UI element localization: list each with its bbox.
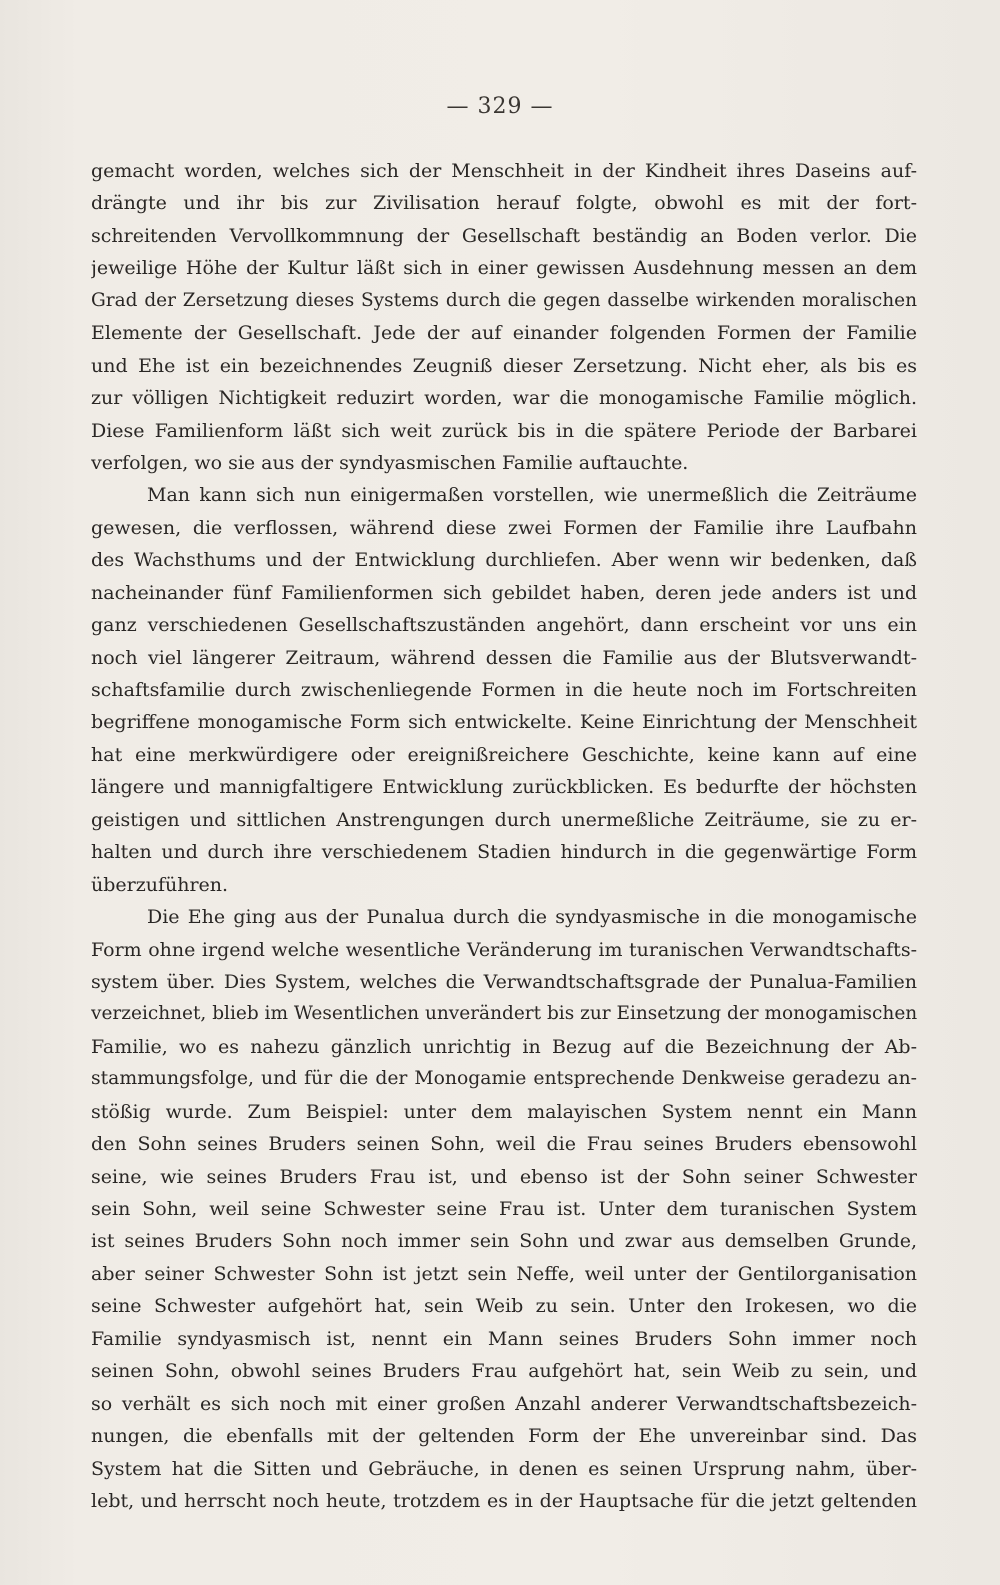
text-line: Elemente der Gesellschaft. Jede der auf einander folgenden Formen der Familie <box>91 322 917 345</box>
text-line: stößig wurde. Zum Beispiel: unter dem malayischen System nennt ein Mann <box>91 1100 917 1123</box>
text-line: zur völligen Nichtigkeit reduzirt worden, war die monogamische Familie möglich. <box>91 387 917 410</box>
text-line: system über. Dies System, welches die Verwandtschaftsgrade der Punalua-Familien <box>91 970 917 993</box>
text-line: Familie, wo es nahezu gänzlich unrichtig in Bezug auf die Bezeichnung der Ab- <box>91 1035 917 1058</box>
paragraph <box>91 479 917 901</box>
text-line: des Wachsthums und der Entwicklung durchliefen. Aber wenn wir bedenken, daß <box>91 549 917 572</box>
text-line: überzuführen. <box>91 873 229 896</box>
text-line: so verhält es sich noch mit einer großen Anzahl anderer Verwandtschaftsbezeich- <box>91 1392 917 1415</box>
text-line: stammungsfolge, und für die der Monogamie entsprechende Denkweise geradezu an- <box>91 1068 917 1090</box>
text-line: noch viel längerer Zeitraum, während dessen die Familie aus der Blutsverwandt- <box>91 646 917 669</box>
text-line: ist seines Bruders Sohn noch immer sein Sohn und zwar aus demselben Grunde, <box>91 1230 917 1253</box>
text-line: Grad der Zersetzung dieses Systems durch die gegen dasselbe wirkenden moralischen <box>91 289 917 311</box>
page-number: — 329 — <box>446 94 554 119</box>
paragraph <box>91 155 917 479</box>
text-line: schaftsfamilie durch zwischenliegende Formen in die heute noch im Fortschreiten <box>91 679 917 701</box>
text-line: halten und durch ihre verschiedenem Stadien hindurch in die gegenwärtige Form <box>91 841 917 864</box>
text-line: schreitenden Vervollkommnung der Gesellschaft beständig an Boden verlor. Die <box>91 224 917 247</box>
text-line: aber seiner Schwester Sohn ist jetzt sein Neffe, weil unter der Gentilorganisation <box>91 1262 917 1285</box>
text-line: Form ohne irgend welche wesentliche Veränderung im turanischen Verwandtschafts- <box>91 938 917 961</box>
text-line: Man kann sich nun einigermaßen vorstellen, wie unermeßlich die Zeiträume <box>147 484 917 507</box>
text-line: seine, wie seines Bruders Frau ist, und ebenso ist der Sohn seiner Schwester <box>91 1165 917 1188</box>
text-line: seine Schwester aufgehört hat, sein Weib zu sein. Unter den Irokesen, wo die <box>91 1295 917 1318</box>
text-line: gemacht worden, welches sich der Menschheit in der Kindheit ihres Daseins auf- <box>91 160 917 182</box>
text-line: und Ehe ist ein bezeichnendes Zeugniß dieser Zersetzung. Nicht eher, als bis es <box>91 354 917 377</box>
text-line: den Sohn seines Bruders seinen Sohn, weil die Frau seines Bruders ebensowohl <box>91 1133 917 1156</box>
text-line: seinen Sohn, obwohl seines Bruders Frau aufgehört hat, sein Weib zu sein, und <box>91 1360 917 1383</box>
body-text <box>91 155 917 1517</box>
text-line: geistigen und sittlichen Anstrengungen durch unermeßliche Zeiträume, sie zu er- <box>91 808 917 831</box>
text-line: begriffene monogamische Form sich entwickelte. Keine Einrichtung der Menschheit <box>91 711 917 734</box>
text-line: nungen, die ebenfalls mit der geltenden Form der Ehe unvereinbar sind. Das <box>91 1425 917 1448</box>
text-line: verfolgen, wo sie aus der syndyasmischen Familie auftauchte. <box>91 451 689 474</box>
text-line: Diese Familienform läßt sich weit zurück bis in die spätere Periode der Barbarei <box>91 419 917 442</box>
text-line: verzeichnet, blieb im Wesentlichen unverändert bis zur Einsetzung der monogamischen <box>91 1003 917 1025</box>
text-line: sein Sohn, weil seine Schwester seine Frau ist. Unter dem turanischen System <box>91 1198 917 1220</box>
text-line: System hat die Sitten und Gebräuche, in denen es seinen Ursprung nahm, über- <box>91 1457 917 1480</box>
text-line: ganz verschiedenen Gesellschaftszuständen angehört, dann erscheint vor uns ein <box>91 614 917 637</box>
text-line: Familie syndyasmisch ist, nennt ein Mann seines Bruders Sohn immer noch <box>91 1327 917 1350</box>
text-line: Die Ehe ging aus der Punalua durch die syndyasmische in die monogamische <box>147 906 917 929</box>
text-line: längere und mannigfaltigere Entwicklung zurückblicken. Es bedurfte der höchsten <box>91 776 917 799</box>
paragraph <box>91 901 917 1517</box>
text-line: hat eine merkwürdigere oder ereignißreichere Geschichte, keine kann auf eine <box>91 743 917 766</box>
text-line: nacheinander fünf Familienformen sich gebildet haben, deren jede anders ist und <box>91 581 917 604</box>
text-line: jeweilige Höhe der Kultur läßt sich in einer gewissen Ausdehnung messen an dem <box>91 257 917 280</box>
text-line: gewesen, die verflossen, während diese zwei Formen der Familie ihre Laufbahn <box>91 516 917 539</box>
text-line: lebt, und herrscht noch heute, trotzdem es in der Hauptsache für die jetzt geltenden <box>91 1489 917 1512</box>
text-line: drängte und ihr bis zur Zivilisation herauf folgte, obwohl es mit der fort- <box>91 192 917 215</box>
